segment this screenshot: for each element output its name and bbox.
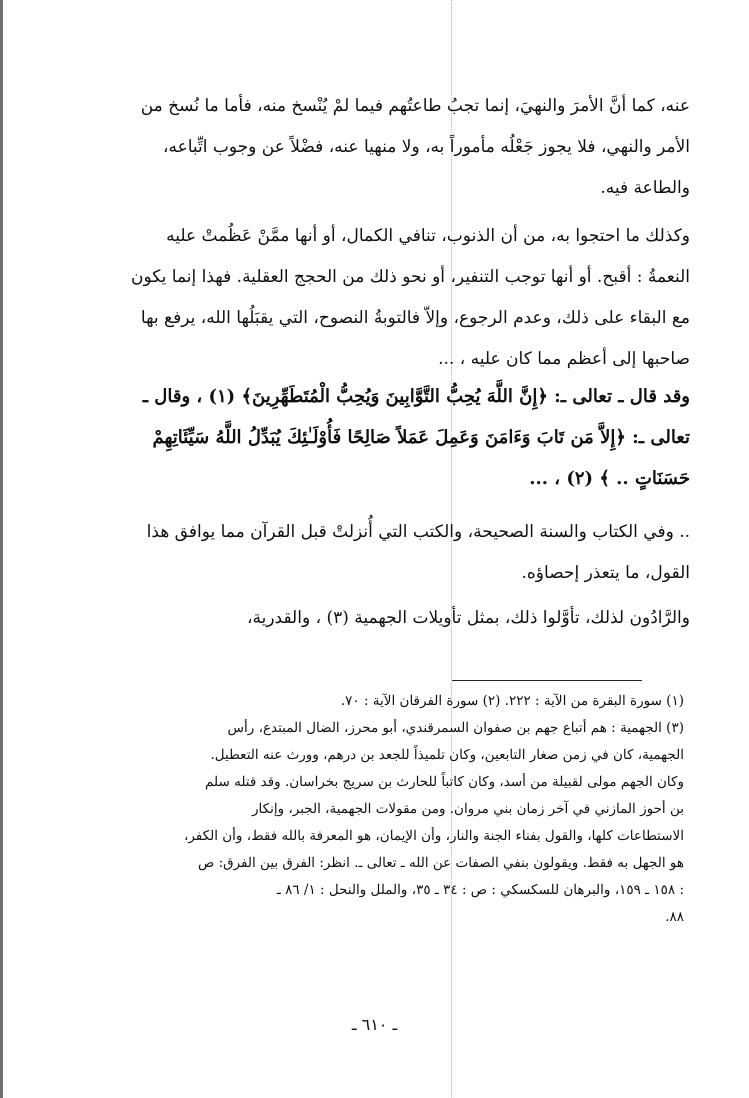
text-line: .. وفي الكتاب والسنة الصحيحة، والكتب التي أُنزلتْ قبل القرآن مما يوافق هذا (146, 522, 690, 542)
text-line: مع البقاء على ذلك، وعدم الرجوع، وإلاّ فالتوبةُ النصوح، التي يقبَلُها الله، يرفع بها (140, 308, 690, 328)
paragraph-2 (65, 216, 690, 380)
footnote-line: (١) سورة البقرة من الآية : ٢٢٢. (٢) سورة الفرقان الآية : ٧٠. (340, 693, 684, 709)
text-line: صاحبها إلى أعظم مما كان عليه ، ... (438, 349, 690, 369)
text-line: الأمر والنهي، فلا يجوز جَعْلُه مأموراً به، ولا منهيا عنه، فضْلاً عن وجوب اتِّباعه، (162, 137, 690, 157)
footnote-line: الجهمية، كان في زمن صغار التابعين، وكان تلميذاً للجعد بن درهم، وورث عنه التعطيل. (210, 747, 684, 763)
footnote-line: الاستطاعات كلها، والقول بفناء الجنة والنار، وأن الإيمان، هو المعرفة بالله فقط، وأن الكفر، (183, 828, 684, 844)
quran-verse-line: حَسَنَاتٍ .. ﴾ (٢) ، ... (529, 468, 690, 489)
footnote-line: وكان الجهم مولى لقبيلة من أسد، وكان كاتباً للحارث بن سريج بخراسان. وقد قتله سلم (205, 774, 684, 790)
footnote-line: بن أحوز المازني في آخر زمان بني مروان. ومن مقولات الجهمية، الجبر، وإنكار (251, 801, 684, 817)
page-left-edge (0, 0, 3, 1098)
footnote-line: (٣) الجهمية : هم أتباع جهم بن صفوان السمرقندي، أبو محرز، الضال المبتدع، رأس (227, 720, 684, 736)
footnote-line: : ١٥٨ ـ ١٥٩، والبرهان للسكسكي : ص : ٣٤ ـ ٣٥، والملل والنحل : ١/ ٨٦ ـ (276, 882, 684, 898)
paragraph-1 (65, 86, 690, 209)
footnotes (76, 688, 684, 931)
paragraph-4 (65, 512, 690, 594)
text-line: عنه، كما أنَّ الأمرَ والنهيَ، إنما تجبُ طاعتُهم فيما لمْ يُنْسخ منه، فأما ما نُسخ من (140, 96, 690, 116)
page-number: ـ ٦١٠ ـ (351, 1015, 398, 1034)
text-line: والرَّادُون لذلك، تأوَّلوا ذلك، بمثل تأويلات الجهمية (٣) ، والقدرية، (246, 608, 690, 628)
footnote-separator (452, 680, 642, 681)
quran-verse-line: تعالى ـ: ﴿إِلاَّ مَن تَابَ وَءَامَنَ وَعَمِلَ عَمَلاً صَالِحًا فَأُوْلَـٰئِكَ يُبَدِّلُ اللَّهُ سَيِّئَاتِهِمْ (152, 427, 690, 448)
quran-verse-line: وقد قال ـ تعالى ـ: ﴿إِنَّ اللَّهَ يُحِبُّ التَّوَّابِينَ وَيُحِبُّ الْمُتَطَهِّرِينَ﴾ (١) ، وقال ـ (142, 386, 690, 407)
text-line: وكذلك ما احتجوا به، من أن الذنوب، تنافي الكمال، أو أنها ممَّنْ عَظُمتْ عليه (166, 226, 690, 246)
footnote-line: هو الجهل به فقط. ويقولون بنفي الصفات عن الله ـ تعالى ـ. انظر: الفرق بين الفرق: ص (197, 855, 684, 871)
text-line: القول، ما يتعذر إحصاؤه. (521, 563, 690, 583)
text-line: والطاعة فيه. (600, 178, 690, 198)
text-line: النعمةُ : أقبح. أو أنها توجب التنفير، أو نحو ذلك من الحجج العقلية. فهذا إنما يكون (131, 267, 690, 287)
paragraph-5 (65, 598, 690, 639)
paragraph-quran-verses (65, 376, 690, 499)
footnote-line: ٨٨. (665, 909, 684, 925)
